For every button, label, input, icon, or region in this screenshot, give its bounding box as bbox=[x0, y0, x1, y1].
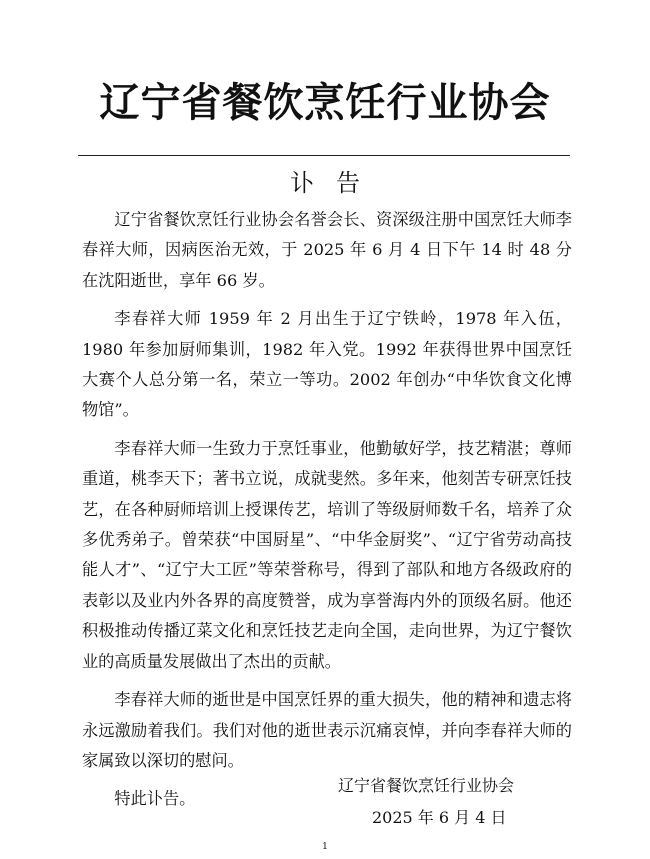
header-divider bbox=[78, 155, 570, 156]
document-title: 讣告 bbox=[290, 169, 382, 197]
closing-line: 特此讣告。 bbox=[114, 789, 196, 809]
paragraph-condolence: 李春祥大师的逝世是中国烹饪界的重大损失，他的精神和遗志将永远激励着我们。我们对他的逝世表示沉痛哀悼，并向李春祥大师的家属致以深切的慰问。 bbox=[82, 690, 572, 770]
document-body bbox=[82, 205, 572, 815]
signature-organization: 辽宁省餐饮烹饪行业协会 bbox=[338, 776, 515, 795]
signature-block bbox=[330, 775, 580, 829]
document-header: 辽宁省餐饮烹饪行业协会 bbox=[99, 80, 551, 126]
paragraph-achievements: 李春祥大师一生致力于烹饪事业，他勤敏好学，技艺精湛；尊师重道，桃李天下；著书立说，成就斐然。多年来，他刻苦专研烹饪技艺，在各种厨师培训上授课传艺，培训了等级厨师数千名，培养了众多优秀弟子。曾荣获“中国厨星”、“中华金厨奖”、“辽宁省劳动高技能人才”、“辽宁大工匠”等荣誉称号，得到了部队和地方各级政府的表彰以及业内外各界的高度赞誉，成为享誉海内外的顶级名厨。他还积极推动传播辽菜文化和烹饪技艺走向全国，走向世界，为辽宁餐饮业的高质量发展做出了杰出的贡献。 bbox=[82, 438, 572, 671]
paragraph-biography: 李春祥大师 1959 年 2 月出生于辽宁铁岭，1978 年入伍，1980 年参加厨师集训，1982 年入党。1992 年获得世界中国烹饪大赛个人总分第一名，荣立一等功。2002 年创办“中华饮食文化博物馆”。 bbox=[82, 309, 572, 420]
page-number: 1 bbox=[322, 842, 328, 852]
paragraph-announcement: 辽宁省餐饮烹饪行业协会名誉会长、资深级注册中国烹饪大师李春祥大师，因病医治无效，于 2025 年 6 月 4 日下午 14 时 48 分在沈阳逝世，享年 66 岁。 bbox=[82, 210, 572, 290]
signature-date: 2025 年 6 月 4 日 bbox=[372, 808, 507, 827]
